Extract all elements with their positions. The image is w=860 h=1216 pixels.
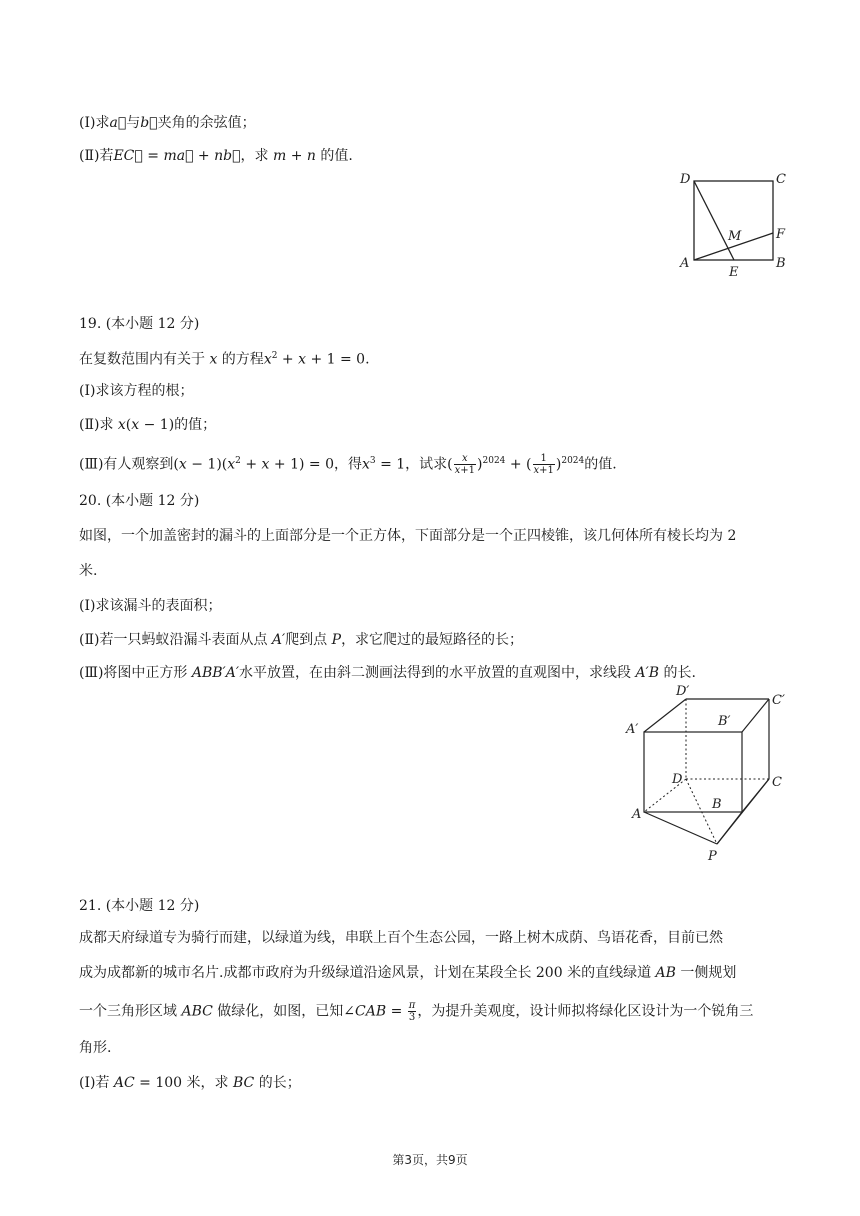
label-A-prime: A′ [626, 722, 639, 737]
q21-line3: 一个三角形区域 ABC 做绿化，如图，已知∠CAB = $\frac{\pi}{3}$ ，为提升美观度，设计师拟将绿化区设计为一个锐角三 [79, 1000, 754, 1023]
q21-header: 21. (本小题 12 分) [79, 898, 200, 914]
square-figure [676, 166, 796, 284]
q21-part1: (Ⅰ)若 AC = 100 米，求 BC 的长； [79, 1075, 301, 1091]
q20-part3: (Ⅲ)将图中正方形 ABB′A′水平放置，在由斜二测画法得到的水平放置的直观图中，求线段 A′B 的长. [79, 665, 696, 681]
funnel-figure [620, 682, 800, 868]
q20-part2: (Ⅱ)若一只蚂蚁沿漏斗表面从点 A′爬到点 P，求它爬过的最短路径的长； [79, 632, 524, 648]
label-A: A [680, 256, 690, 271]
label-D-prime: D′ [676, 684, 690, 699]
label-C: C [776, 172, 786, 187]
q18-part2: (Ⅱ)若EC⃗ = ma⃗ + nb⃗，求 m + n 的值. [79, 148, 353, 164]
label-A: A [632, 807, 642, 822]
q21-line4: 角形. [79, 1040, 112, 1056]
label-C-prime: C′ [772, 693, 785, 708]
q20-part1: (Ⅰ)求该漏斗的表面积； [79, 598, 222, 614]
label-E: E [729, 265, 739, 280]
q19-stem: 在复数范围内有关于 x 的方程$x^2 + x + 1 = 0$. [79, 351, 370, 368]
q21-line2: 成为成都新的城市名片.成都市政府为升级绿道沿途风景，计划在某段全长 200 米的直线绿道 AB 一侧规划 [79, 965, 737, 981]
q19-part1: (Ⅰ)求该方程的根； [79, 383, 194, 399]
label-P: P [708, 849, 717, 864]
page-footer: 第3页，共9页 [392, 1153, 468, 1167]
q19-part3: (Ⅲ)有人观察到$(x - 1)(x^2 + x + 1) = 0$，得$x^3 = 1$，试求( $\frac{x}{x+1}$ )$^{2024}$ + ( $\frac{1}{x+1}$ )$^{2024}$的值. [79, 453, 617, 477]
q19-part2: (Ⅱ)求 x(x − 1)的值； [79, 417, 217, 433]
q19-header: 19. (本小题 12 分) [79, 316, 200, 332]
label-B-prime: B′ [718, 714, 731, 729]
label-B: B [776, 256, 786, 271]
label-D: D [672, 772, 683, 787]
q20-stem-line1: 如图，一个加盖密封的漏斗的上面部分是一个正方体，下面部分是一个正四棱锥，该几何体所有棱长均为 2 [79, 528, 737, 544]
q20-stem-line2: 米. [79, 563, 98, 579]
label-F: F [776, 227, 786, 242]
label-M: M [728, 229, 742, 244]
q21-line1: 成都天府绿道专为骑行而建，以绿道为线，串联上百个生态公园，一路上树木成荫、鸟语花香，目前已然 [79, 930, 723, 946]
label-D: D [680, 172, 691, 187]
label-B: B [712, 797, 722, 812]
q20-header: 20. (本小题 12 分) [79, 493, 200, 509]
q18-part1: (Ⅰ)求a⃗与b⃗夹角的余弦值； [79, 115, 256, 131]
label-C: C [772, 775, 782, 790]
